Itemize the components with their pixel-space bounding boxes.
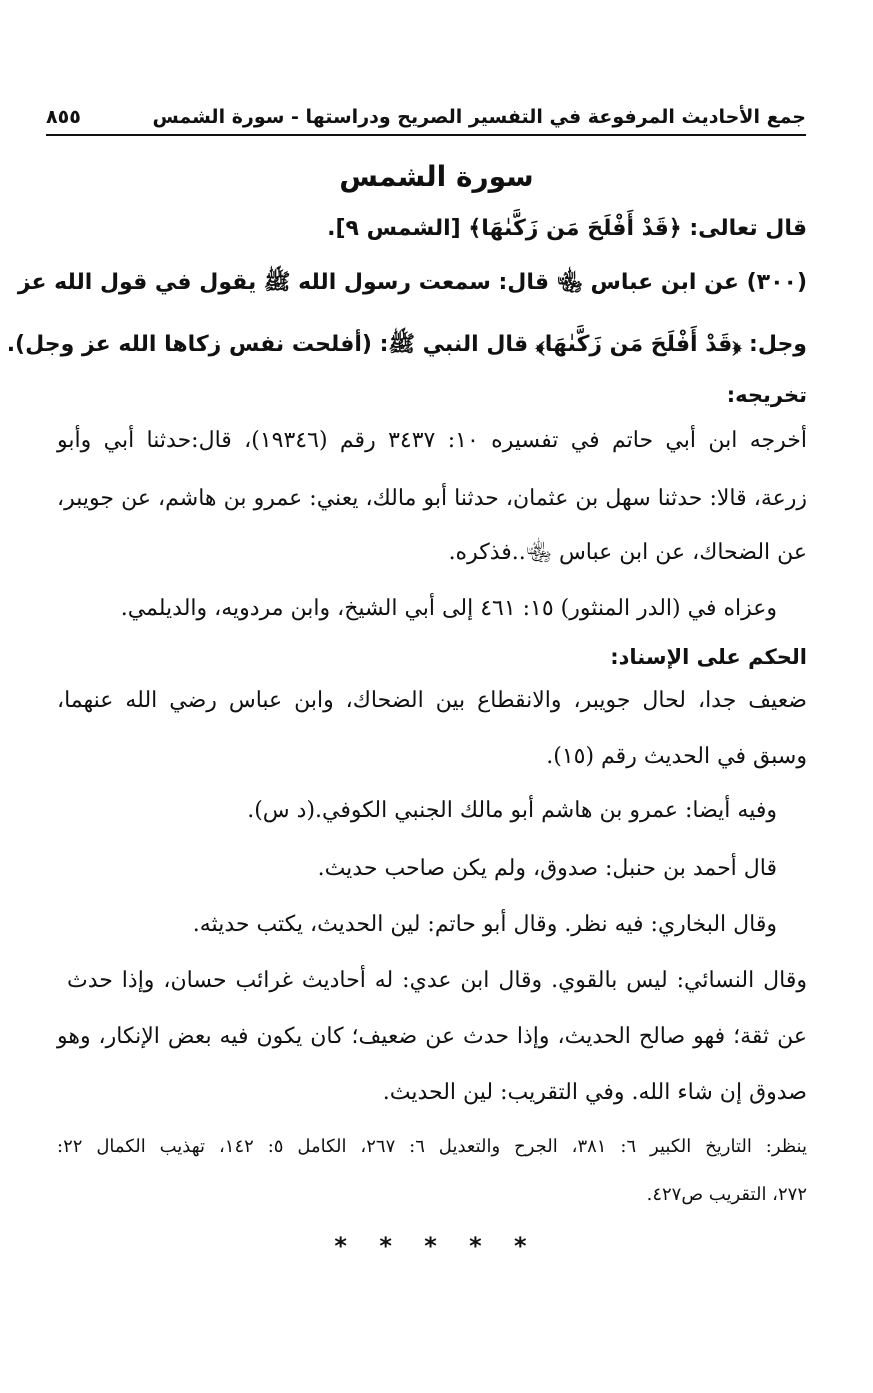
takhrij-line-3: عن الضحاك، عن ابن عباس ﵄..فذكره. <box>448 540 807 565</box>
isnad-line-2: وسبق في الحديث رقم (١٥). <box>546 744 807 769</box>
page-number: ٨٥٥ <box>46 106 81 128</box>
takhrij-line-2: زرعة، قالا: حدثنا سهل بن عثمان، حدثنا أبو مالك، يعني: عمرو بن هاشم، عن جويبر، <box>57 486 807 511</box>
surah-title: سورة الشمس <box>339 160 534 193</box>
isnad-line-3: وفيه أيضا: عمرو بن هاشم أبو مالك الجنبي الكوفي.(د س). <box>247 798 777 823</box>
hadith-line-1: (٣٠٠) عن ابن عباس ﵄ قال: سمعت رسول الله ﷺ يقول في قول الله عز <box>17 270 807 295</box>
isnad-line-4: قال أحمد بن حنبل: صدوق، ولم يكن صاحب حديث. <box>317 856 777 881</box>
isnad-line-1: ضعيف جدا، لحال جويبر، والانقطاع بين الضحاك، وابن عباس رضي الله عنهما، <box>57 688 807 713</box>
references-line-1: ينظر: التاريخ الكبير ٦: ٣٨١، الجرح والتعديل ٦: ٢٦٧، الكامل ٥: ١٤٢، تهذيب الكمال ٢٢: <box>57 1136 807 1157</box>
verse-line: قال تعالى: ﴿قَدْ أَفْلَحَ مَن زَكَّىٰهَا﴾ [الشمس ٩]. <box>327 216 807 241</box>
takhrij-heading: تخريجه: <box>726 383 807 407</box>
section-separator: * * * * * <box>334 1232 539 1260</box>
book-title: جمع الأحاديث المرفوعة في التفسير الصريح ودراستها - سورة الشمس <box>152 106 806 128</box>
running-header <box>46 104 806 136</box>
hadith-line-2: وجل: ﴿قَدْ أَفْلَحَ مَن زَكَّىٰهَا﴾ قال النبي ﷺ: (أفلحت نفس زكاها الله عز وجل). <box>6 332 807 357</box>
isnad-line-8: صدوق إن شاء الله. وفي التقريب: لين الحديث. <box>382 1080 807 1105</box>
isnad-line-6: وقال النسائي: ليس بالقوي. وقال ابن عدي: له أحاديث غرائب حسان، وإذا حدث <box>67 968 807 993</box>
isnad-line-7: عن ثقة؛ فهو صالح الحديث، وإذا حدث عن ضعيف؛ كان يكون فيه بعض الإنكار، وهو <box>57 1024 807 1049</box>
references-line-2: ٢٧٢، التقريب ص٤٢٧. <box>646 1184 807 1205</box>
takhrij-line-4: وعزاه في (الدر المنثور) ١٥: ٤٦١ إلى أبي الشيخ، وابن مردويه، والديلمي. <box>120 596 777 621</box>
isnad-heading: الحكم على الإسناد: <box>610 645 807 669</box>
isnad-line-5: وقال البخاري: فيه نظر. وقال أبو حاتم: لين الحديث، يكتب حديثه. <box>192 912 777 937</box>
takhrij-line-1: أخرجه ابن أبي حاتم في تفسيره ١٠: ٣٤٣٧ رقم (١٩٣٤٦)، قال:حدثنا أبي وأبو <box>57 428 807 453</box>
